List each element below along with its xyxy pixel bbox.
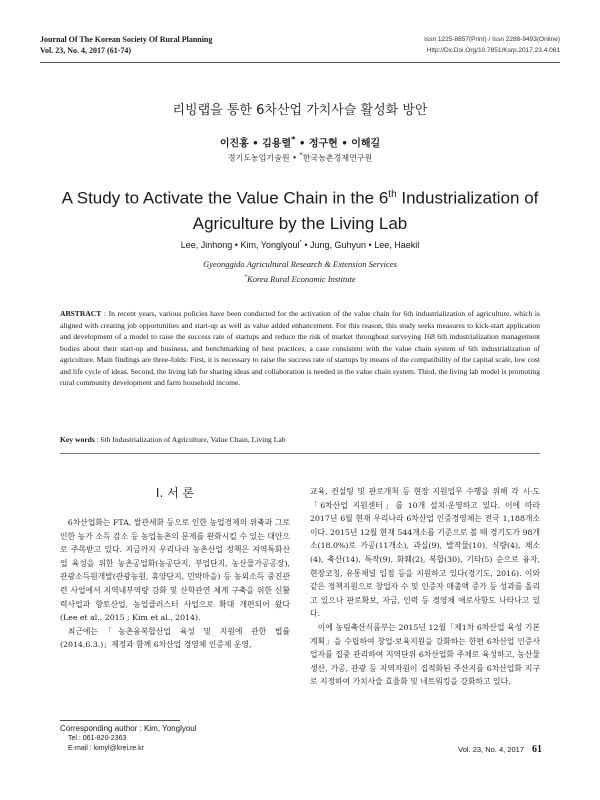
issn-text: Issn 1225-8857(Print) / Issn 2288-9493(Online) [424,36,560,43]
abstract-text: : In recent years, various policies have been conducted for the activation of the value chain for 6th industrialization of agriculture, which is aligned with creating job opportunities and start-up as well as value added enhancement. For this reason, this study seeks measures to kick-start application and development of a model to raise the success rate of startups and reduce the risk of market throughout surveying 168 6th industrialization management bodies about their start-up and business, and benchmarking of best practices, a case consistent with the value chain system of 6th industrialization of agriculture. Main findings are three-folds: First, it is necessary to raise the success rate of startups by means of the compatibility of the capital scale, low cost and life cycle of ideas. Second, the living lab for sharing ideas and collaboration is needed in the value chain system. Third, the living lab model is promoting rural community development and farm household income. [60,309,540,387]
keywords [60,435,540,444]
korean-affiliation-a: 경기도농업기술원 • [227,153,300,163]
keywords-text: : 6th Industrialization of Agriculture, Value Chain, Living Lab [94,435,286,444]
english-title [40,182,560,236]
journal-name: Journal Of The Korean Society Of Rural Planning [40,35,213,44]
footnote-rule [60,720,180,721]
korean-authors-mark: * [291,134,296,144]
english-title-line1 [40,182,560,211]
left-paragraph-1: 6차산업화는 FTA, 쌀관세화 등으로 인한 농업경제의 위축과 그로 인한 농가 소득 감소 등 농업농촌의 문제를 완화시킬 수 있는 대안으로 주목받고 있다. 지금까지 우리나라 농촌산업 정책은 지역특화산업 육성을 위한 농촌공업화(농공단지, 부업단지, 농산물가공공장), 관광소득원개발(관광농원, 휴양단지, 민박마을) 등 농외소득 중진관련 사업에서 지역내부역량 강화 및 산학관연 체계 구축을 위한 신활력사업과 향토산업, 농업클러스터 사업으로 확대 개편되어 왔다(Lee et al., 2015 ; Kim et al., 2014). [60,518,290,623]
journal-header [40,34,212,56]
keywords-label: Key words [60,435,95,444]
page-number: 61 [532,744,542,755]
english-affiliation-line1: Gyeonggido Agricultural Research & Extension Services [203,259,397,269]
author-email: E-mail : kimyl@krei.re.kr [68,745,144,752]
abstract-label: ABSTRACT [60,309,102,318]
english-title-pre: A Study to Activate the Value Chain in the 6 [61,188,389,208]
english-authors-a: Lee, Jinhong • Kim, Yonglyoul [180,240,300,250]
issn-header [424,34,560,56]
right-paragraph-2: 이에 농림축산식품부는 2015년 12월「제1차 6차산업 육성 기본계획」을 수립하여 창업·보육지원을 강화하는 한편 6차산업 인증사업자를 집중 관리하여 지역단위 6차산업화 주체로 육성하고, 농산물 생산, 가공, 관광 등 지역자원이 집적화된 주산지를 6차산업화 지구로 지정하여 가치사슬 효율화 및 네트워킹을 강화하고 있다. [310,622,540,687]
english-authors-b: • Jung, Guhyun • Lee, Haekil [301,240,420,250]
english-title-line2: Agriculture by the Living Lab [192,213,408,233]
keywords-rule [60,453,540,454]
english-affiliation-line2: Korea Rural Economic Institute [247,273,356,284]
english-title-sup: th [388,189,397,200]
journal-volume: Vol. 23, No. 4, 2017 (61-74) [40,46,132,55]
korean-authors [0,134,600,149]
english-affiliation [0,258,600,286]
section-heading: I. 서 론 [155,486,195,500]
english-authors-mark: * [299,240,302,246]
korean-authors-a: 이진홍 • 김용렬 [219,138,292,150]
right-paragraph-1: 교육, 컨설팅 및 판로개척 등 현장 지원업무 수행을 위해 각 시·도「6차산업 지원센터」를 10개 설치·운영하고 있다. 이에 따라 2017년 6월 현재 우리나라 6차산업 인증경영체는 전국 1,188개소이다. 2015년 12월 현재 544개소를 기준으로 볼 때 경기도가 98개소(18.0%)로 가공(11개소), 과실(9), 발작물(10), 식량(4), 채소(4), 축산(14), 특작(9), 화훼(2), 복합(30), 기타(5) 순으로 융자, 현장코칭, 유통채널 입점 등을 지원하고 있다(경기도, 2016). 이와 같은 정책지원으로 창업자 수 및 인증자 매출액 증가 등 성과를 올리고 있으나 판로확보, 자금, 인력 등 경영체 애로사항도 나타나고 있다. [310,487,540,619]
abstract [60,308,540,389]
korean-title: 리빙랩을 통한 6차산업 가치사슬 활성화 방안 [172,103,428,118]
english-title-post: Industrialization of [396,188,539,208]
left-column [60,516,290,652]
english-affiliation-mark: * [244,274,248,280]
doi-text: Http://Dx.Doi.Org/10.7851/Ksrp.2017.23.4.061 [426,47,560,54]
english-affiliation-line2-wrap [0,271,600,286]
left-paragraph-2: 최근에는「농촌융복합산업 육성 및 지원에 관한 법률(2014.6.3.)」제정과 함께 6차산업 경영체 인증제 운영, [60,626,290,650]
korean-authors-b: • 정구현 • 이해길 [295,138,381,150]
footer-issue: Vol. 23, No. 4, 2017 [458,745,524,754]
corresponding-author: Corresponding author : Kim, Yonglyoul [60,724,197,733]
english-authors [0,240,600,250]
author-tel: Tel : 061-820-2363 [68,735,127,742]
header-rule [40,62,560,63]
right-column [310,485,540,689]
korean-affiliation-mark: * [299,151,303,159]
korean-affiliation-b: 한국농촌경제연구원 [302,153,373,163]
korean-affiliation [0,151,600,164]
footnote [60,724,197,754]
page-footer [458,744,542,755]
